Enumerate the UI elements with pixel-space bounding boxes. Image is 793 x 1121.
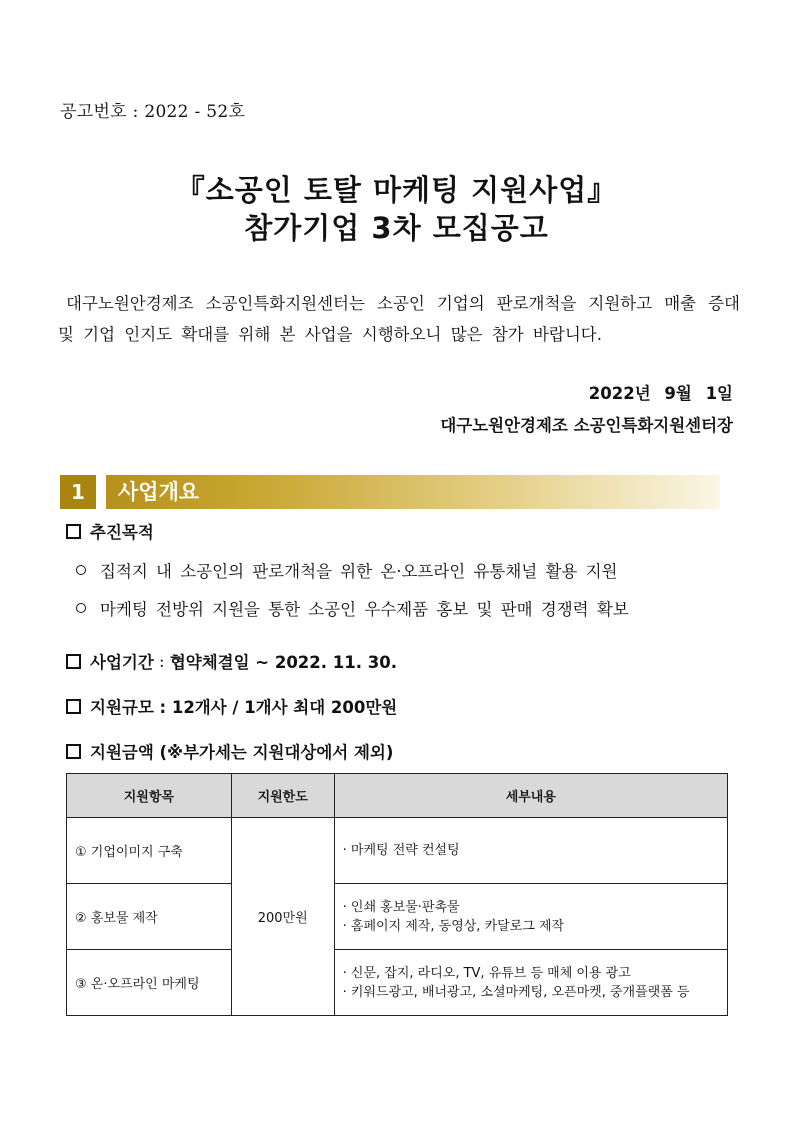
purpose-heading: 추진목적: [66, 519, 154, 543]
table-row: [67, 884, 728, 950]
table-header-row: [67, 774, 728, 818]
period-heading: 사업기간 : 협약체결일 ~ 2022. 11. 30.: [66, 649, 397, 673]
section-header: [60, 475, 720, 509]
section-title: 사업개요: [118, 480, 200, 504]
checkbox-square-icon: [66, 744, 81, 759]
support-item: ③ 온·오프라인 마케팅: [67, 950, 232, 1016]
title-line-1: 『소공인 토탈 마케팅 지원사업』: [175, 173, 618, 207]
notice-number: 공고번호 : 2022 - 52호: [60, 102, 246, 122]
announcement-date: 2022년 9월 1일: [588, 384, 733, 403]
purpose-bullet: 마케팅 전방위 지원을 통한 소공인 우수제품 홍보 및 판매 경쟁력 확보: [76, 596, 629, 620]
table-header: 지원항목: [67, 774, 232, 818]
support-limit: 200만원: [231, 818, 334, 1016]
section-number: 1: [60, 475, 96, 509]
table-header: 지원한도: [231, 774, 334, 818]
checkbox-square-icon: [66, 699, 81, 714]
signer: 대구노원안경제조 소공인특화지원센터장: [440, 416, 733, 435]
table-header: 세부내용: [334, 774, 727, 818]
checkbox-square-icon: [66, 524, 81, 539]
table-row: [67, 950, 728, 1016]
title-line-2: 참가기업 3차 모집공고: [244, 211, 549, 245]
intro-paragraph: 대구노원안경제조 소공인특화지원센터는 소공인 기업의 판로개척을 지원하고 매출 증대 및 기업 인지도 확대를 위해 본 사업을 시행하오니 많은 참가 바랍니다.: [58, 294, 740, 344]
scale-heading: 지원규모 : 12개사 / 1개사 최대 200만원: [66, 694, 397, 718]
circle-bullet-icon: [76, 603, 86, 613]
circle-bullet-icon: [76, 565, 86, 575]
support-details: · 인쇄 홍보물·판촉물 · 홈페이지 제작, 동영상, 카달로그 제작: [334, 884, 727, 950]
amount-heading: 지원금액 (※부가세는 지원대상에서 제외): [66, 739, 393, 763]
support-item: ② 홍보물 제작: [67, 884, 232, 950]
support-item: ① 기업이미지 구축: [67, 818, 232, 884]
purpose-bullet: 집적지 내 소공인의 판로개척을 위한 온·오프라인 유통채널 활용 지원: [76, 558, 618, 582]
table-row: [67, 818, 728, 884]
support-details: · 마케팅 전략 컨설팅: [334, 818, 727, 884]
support-table: [66, 773, 728, 1016]
checkbox-square-icon: [66, 654, 81, 669]
support-details: · 신문, 잡지, 라디오, TV, 유튜브 등 매체 이용 광고 · 키워드광고, 배너광고, 소셜마케팅, 오픈마켓, 중개플랫폼 등: [334, 950, 727, 1016]
